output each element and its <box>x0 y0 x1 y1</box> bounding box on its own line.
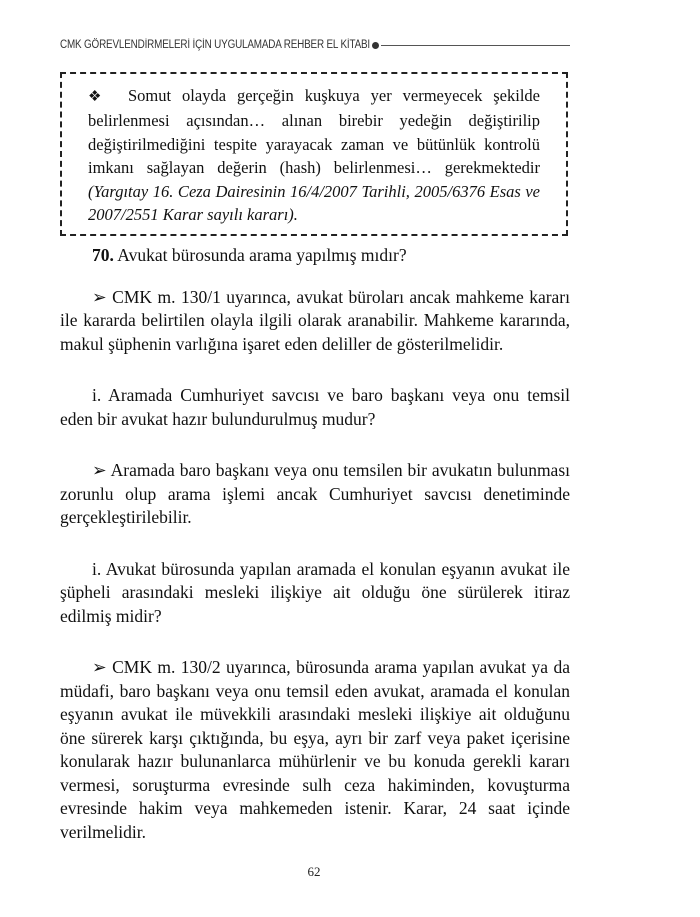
answer-paragraph <box>60 286 570 357</box>
sub-question-text: i. Aramada Cumhuriyet savcısı ve baro başkanı veya onu temsil eden bir avukat hazır bulundurulmuş mudur? <box>60 385 570 429</box>
quote-citation: (Yargıtay 16. Ceza Dairesinin 16/4/2007 Tarihli, 2005/6376 Esas ve 2007/2551 Karar sayılı kararı). <box>88 181 540 225</box>
answer-text: CMK m. 130/2 uyarınca, bürosunda arama yapılan avukat ya da müdafi, baro başkanı veya onu temsil eden avukat, aramada el konulan eşyanın avukat ile müvekkili arasındaki mesleki ilişkiye ait olduğunu öne sürerek karşı çıktığında, bu eşya, ayrı bir zarf veya paket içerisine konularak hazır bulunanlarca mühürlenir ve bu konuda gerekli kararı vermesi, soruşturma evresinde sulh ceza hakiminden, kovuşturma evresinde hakim veya mahkemeden istenir. Karar, 24 saat içinde verilmelidir. <box>60 657 570 842</box>
header-rule <box>381 45 570 46</box>
answer-paragraph <box>60 656 570 844</box>
question-number: 70. <box>92 245 114 265</box>
question-70 <box>60 244 570 268</box>
diamond-bullet-icon: ❖ <box>88 89 102 105</box>
book-title: CMK GÖREVLENDİRMELERİ İÇİN UYGULAMADA REHBER EL KİTABI <box>60 39 371 51</box>
sub-question <box>60 384 570 431</box>
arrow-bullet-icon: ➢ <box>92 286 107 307</box>
answer-text: CMK m. 130/1 uyarınca, avukat büroları ancak mahkeme kararı ile kararda belirtilen olayla ilgili olarak aranabilir. Mahkeme kararında, makul şüphenin varlığına işaret eden deliller de gösterilmelidir. <box>60 286 570 354</box>
arrow-bullet-icon: ➢ <box>92 460 107 480</box>
running-header <box>60 36 570 54</box>
bullet-dot-icon <box>372 42 379 49</box>
answer-text: Aramada baro başkanı veya onu temsilen bir avukatın bulunması zorunlu olup arama işlemi ancak Cumhuriyet savcısı denetiminde gerçekleştirilebilir. <box>60 460 570 527</box>
sub-question-text: i. Avukat bürosunda yapılan aramada el konulan eşyanın avukat ile şüpheli arasındaki mesleki ilişkiye ait olduğu öne sürülerek itiraz edilmiş midir? <box>60 558 570 626</box>
sub-question <box>60 558 570 629</box>
arrow-bullet-icon: ➢ <box>92 657 107 677</box>
page-number: 62 <box>307 864 321 879</box>
question-text: Avukat bürosunda arama yapılmış mıdır? <box>113 245 407 265</box>
page-content <box>60 244 570 844</box>
answer-paragraph <box>60 459 570 530</box>
quote-box <box>60 72 568 236</box>
quote-text: Somut olayda gerçeğin kuşkuya yer vermeyecek şekilde belirlenmesi açısından… alınan birebir yedeğin değiştirilip değiştirilmediğini tespite yarayacak zaman ve bütünlük kontrolü imkanı sağlayan değerin (hash) belirlenmesi… gerekmektedir <box>88 86 540 178</box>
